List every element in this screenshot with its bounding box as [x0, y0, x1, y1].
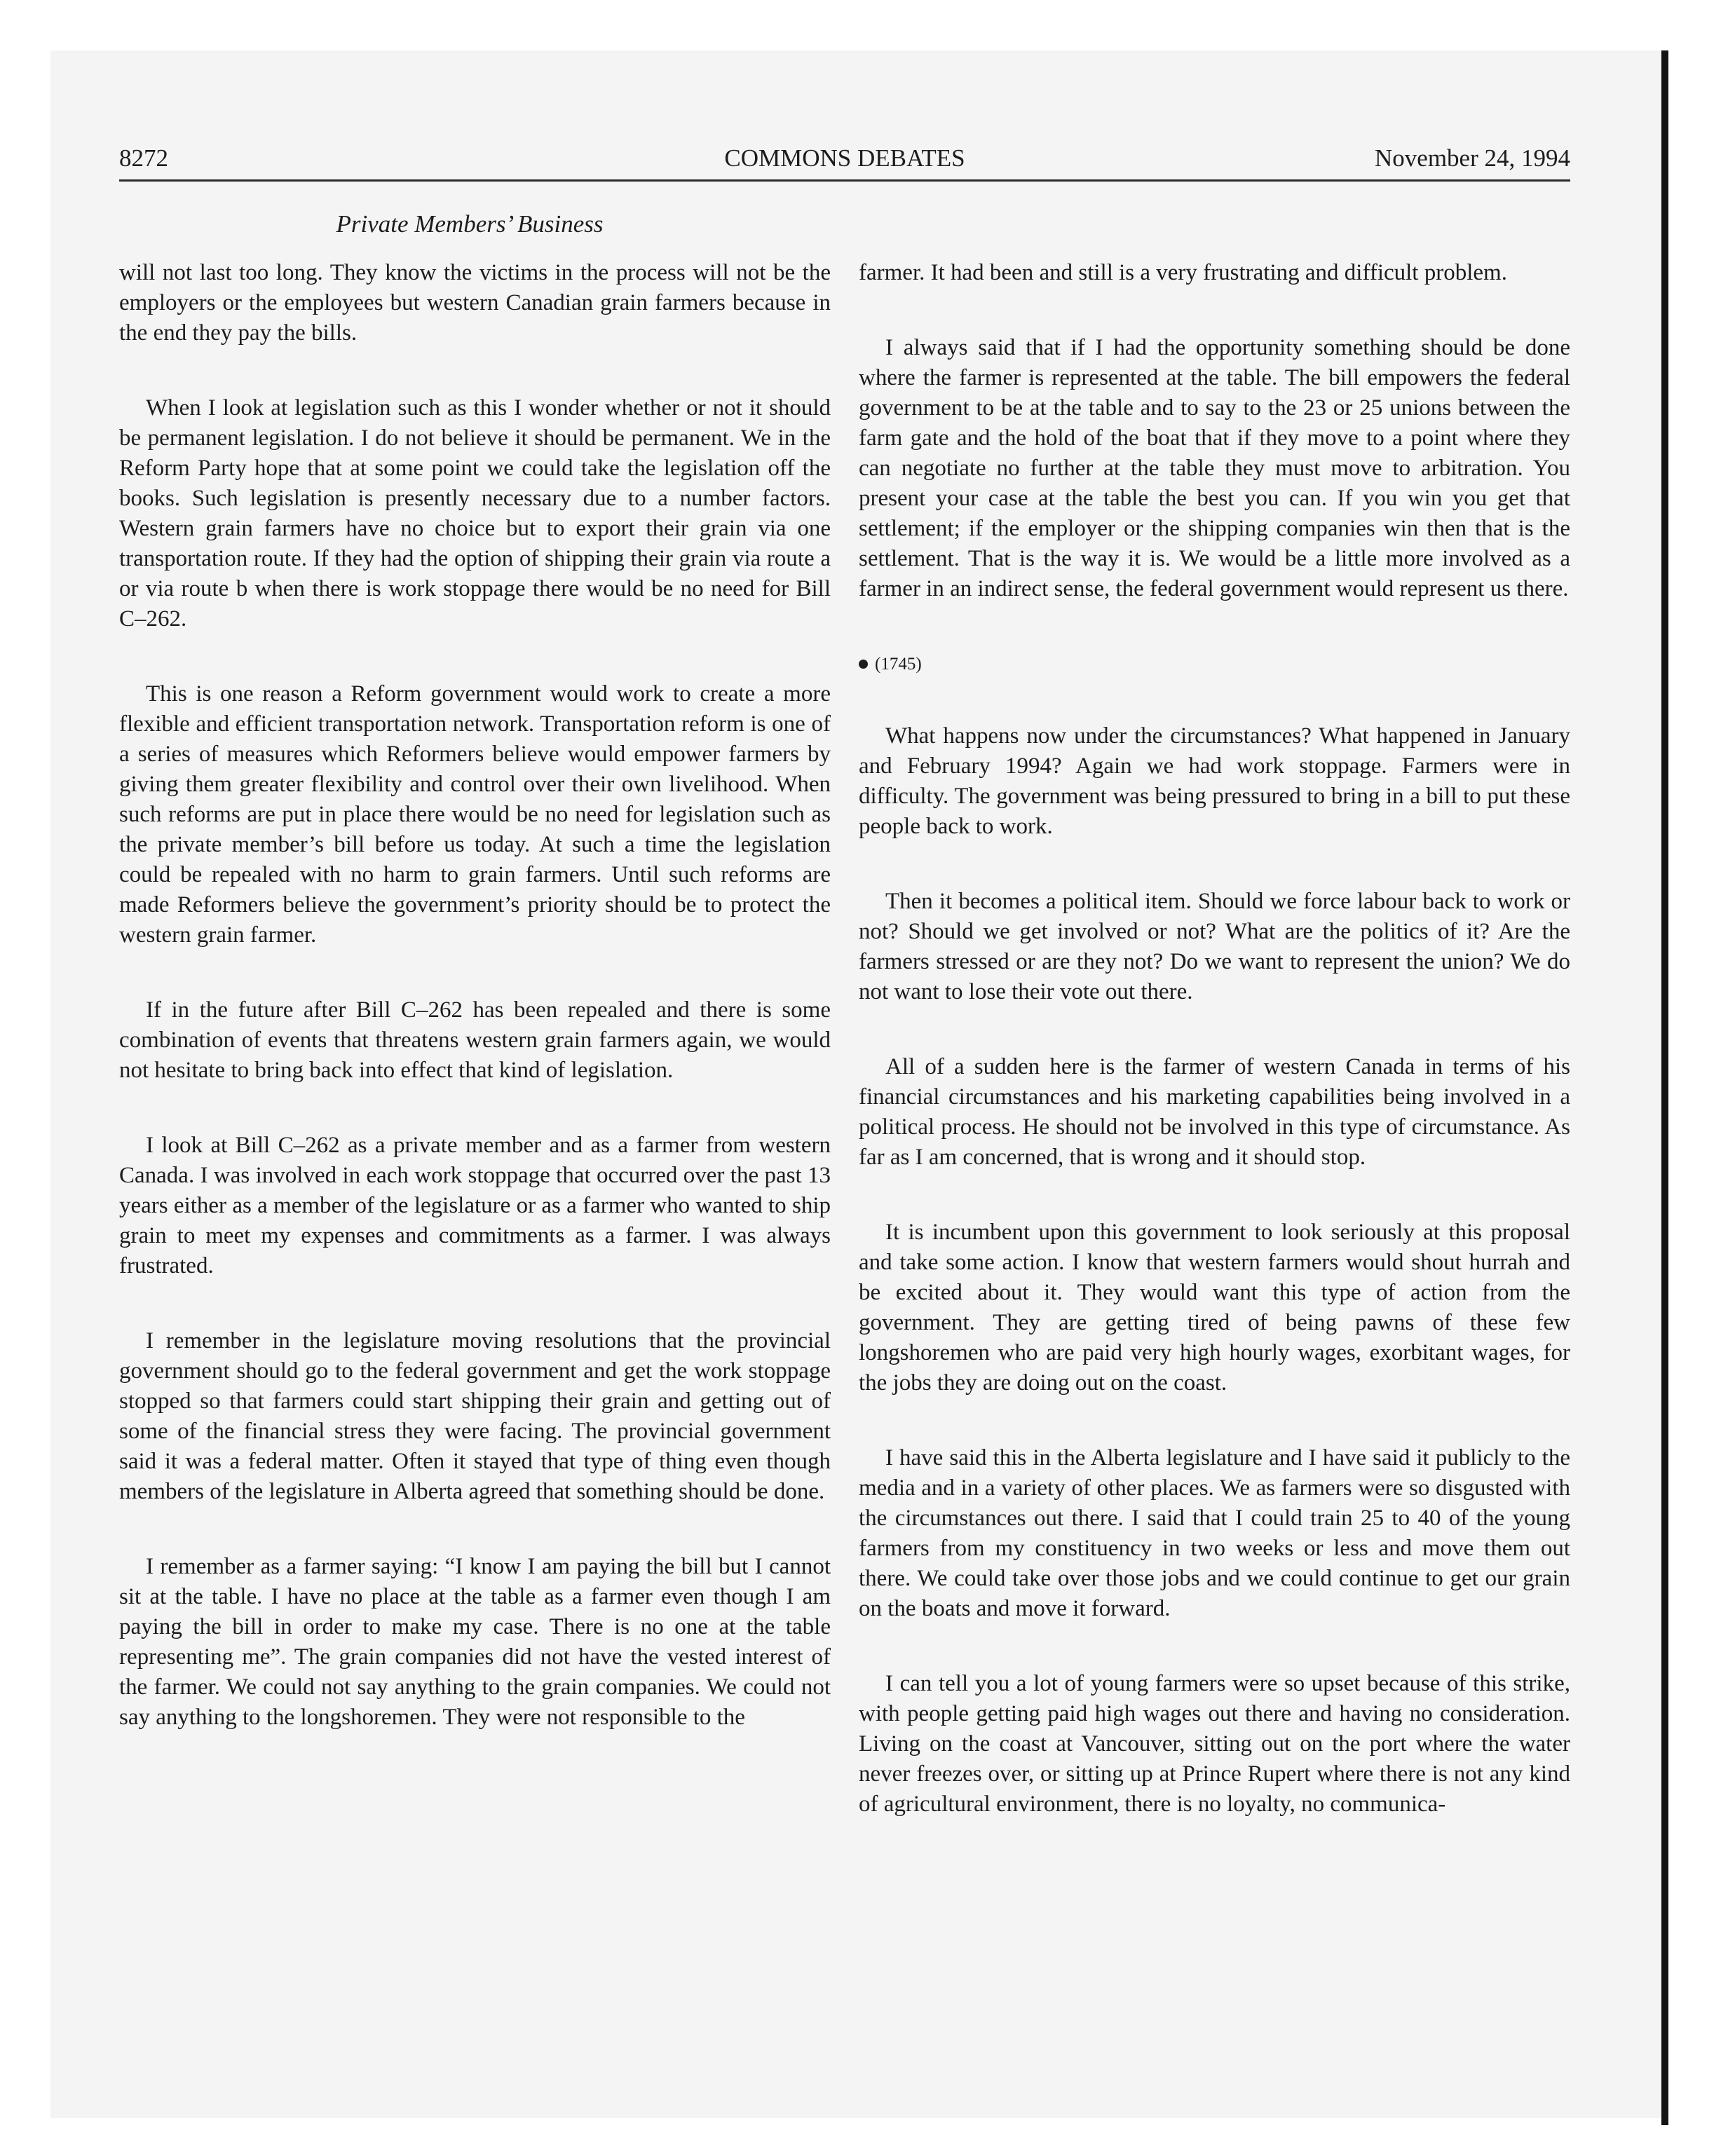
journal-title: COMMONS DEBATES	[724, 144, 965, 172]
page-date: November 24, 1994	[1375, 144, 1570, 172]
paragraph: What happens now under the circumstances? What happened in January and February 1994? Again we had work stoppage. Farmers were in difficulty. The government was being pressured to bring in a bill to put these people back to work.	[859, 723, 1570, 839]
paragraph: I have said this in the Alberta legislature and I have said it publicly to the media and in a variety of other places. We as farmers were so disgusted with the circumstances out there. I said that I could train 25 to 40 of the young farmers from my constituency in two weeks or less and move them out there. We could take over those jobs and we could continue to get our grain on the boats and move it forward.	[859, 1445, 1570, 1621]
paragraph: If in the future after Bill C–262 has been repealed and there is some combination of events that threatens western grain farmers again, we would not hesitate to bring back into effect that kind of legislation.	[119, 997, 831, 1083]
page-number: 8272	[119, 144, 168, 172]
paragraph: I remember as a farmer saying: “I know I am paying the bill but I cannot sit at the table. I have no place at the table as a farmer even though I am paying the bill in order to make my case. There is no one at the table representing me”. The grain companies did not have the vested interest of the farmer. We could not say anything to the grain companies. We could not say anything to the longshoremen. They were not responsible to the	[119, 1554, 831, 1730]
paragraph: farmer. It had been and still is a very frustrating and difficult problem.	[859, 260, 1507, 285]
right-column	[859, 258, 1570, 1820]
paragraph: Then it becomes a political item. Should we force labour back to work or not? Should we get involved or not? What are the politics of it? Are the farmers stressed or are they not? Do we want to represent the union? We do not want to lose their vote out there.	[859, 889, 1570, 1004]
left-column	[119, 258, 831, 1733]
paragraph: When I look at legislation such as this I wonder whether or not it should be permanent legislation. I do not believe it should be permanent. We in the Reform Party hope that at some point we could take the legislation off the books. Such legislation is presently necessary due to a number factors. Western grain farmers have no choice but to export their grain via one transportation route. If they had the option of shipping their grain via route a or via route b when there is work stoppage there would be no need for Bill C–262.	[119, 395, 831, 632]
paragraph: I can tell you a lot of young farmers were so upset because of this strike, with people getting paid high wages out there and having no consideration. Living on the coast at Vancouver, sitting out on the port where the water never freezes over, or sitting up at Prince Rupert where there is not any kind of agricultural environment, there is no loyalty, no communica-	[859, 1671, 1570, 1817]
paragraph: It is incumbent upon this government to look seriously at this proposal and take some action. I know that western farmers would shout hurrah and be excited about it. They would want this type of action from the government. They are getting tired of being pawns of these few longshoremen who are paid very high hourly wages, exorbitant wages, for the jobs they are doing out on the coast.	[859, 1220, 1570, 1396]
paragraph: All of a sudden here is the farmer of western Canada in terms of his financial circumstances and his marketing capabilities being involved in a political process. He should not be involved in this type of circumstance. As far as I am concerned, that is wrong and it should stop.	[859, 1054, 1570, 1170]
section-title: Private Members’ Business	[336, 210, 604, 238]
bullet-icon	[859, 660, 868, 669]
scan-edge-shadow	[1661, 50, 1668, 2125]
paragraph: I remember in the legislature moving resolutions that the provincial government should go to the federal government and get the work stoppage stopped so that farmers could start shipping their grain and getting out of some of the financial stress they were facing. The provincial government said it was a federal matter. Often it stayed that type of thing even though members of the legislature in Alberta agreed that something should be done.	[119, 1328, 831, 1504]
paragraph: I always said that if I had the opportunity something should be done where the farmer is represented at the table. The bill empowers the federal government to be at the table and to say to the 23 or 25 unions between the farm gate and the hold of the boat that if they move to a point where they can negotiate no further at the table they must move to arbitration. You present your case at the table the best you can. If you win you get that settlement; if the employer or the shipping companies win then that is the settlement. That is the way it is. We would be a little more involved as a farmer in an indirect sense, the federal government would represent us there.	[859, 335, 1570, 601]
paragraph: will not last too long. They know the victims in the process will not be the employers or the employees but western Canadian grain farmers because in the end they pay the bills.	[119, 260, 831, 346]
paragraph: This is one reason a Reform government would work to create a more flexible and efficient transportation network. Transportation reform is one of a series of measures which Reformers believe would empower farmers by giving them greater flexibility and control over their own livelihood. When such reforms are put in place there would be no need for legislation such as the private member’s bill before us today. At such a time the legislation could be repealed with no harm to grain farmers. Until such reforms are made Reformers believe the government’s priority should be to protect the western grain farmer.	[119, 681, 831, 948]
running-head	[119, 135, 1570, 182]
time-stamp	[859, 649, 1570, 679]
time-stamp-label: (1745)	[875, 655, 922, 674]
paragraph: I look at Bill C–262 as a private member and as a farmer from western Canada. I was involved in each work stoppage that occurred over the past 13 years either as a member of the legislature or as a farmer who wanted to ship grain to meet my expenses and commitments as a farmer. I was always frustrated.	[119, 1133, 831, 1278]
